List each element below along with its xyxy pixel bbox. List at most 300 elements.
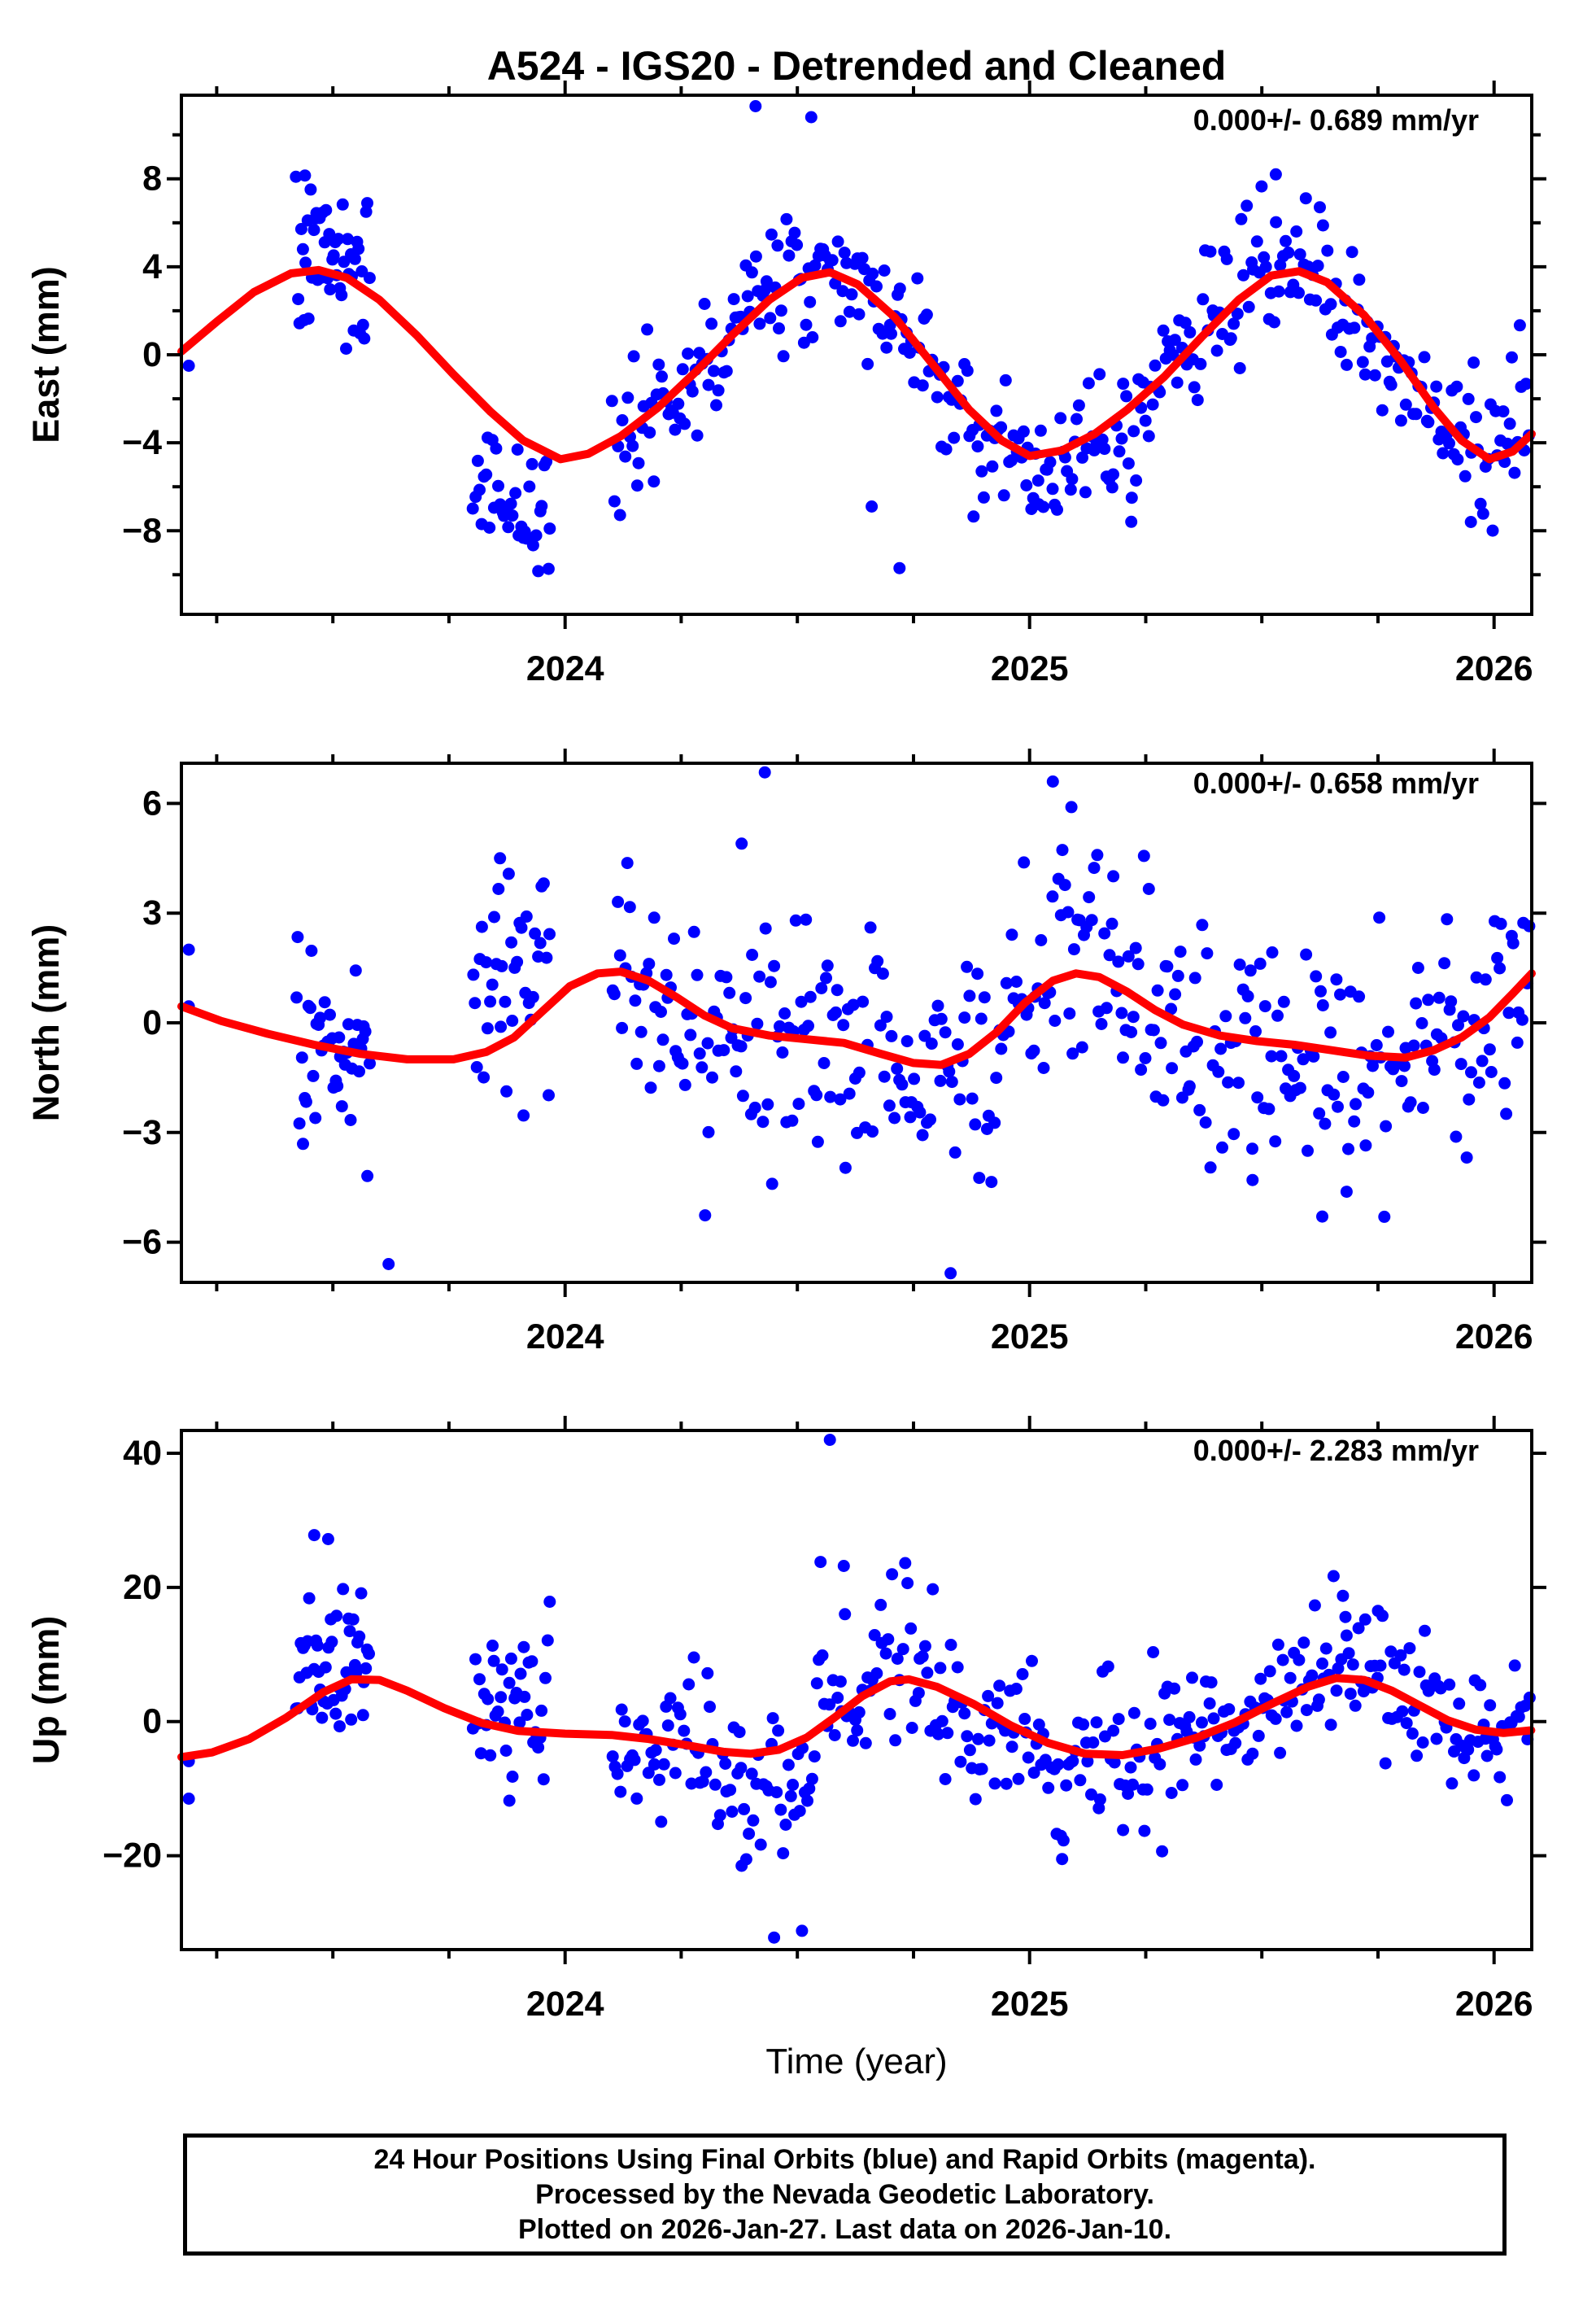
data-point <box>507 1771 519 1783</box>
data-point <box>505 1653 517 1665</box>
data-point <box>629 994 641 1007</box>
data-point <box>353 1631 365 1643</box>
data-point <box>1125 516 1137 528</box>
data-point <box>1176 1779 1188 1791</box>
east-frame <box>181 95 1532 614</box>
data-point <box>1270 216 1282 229</box>
notable-data-point <box>1246 1174 1258 1186</box>
data-point <box>1158 325 1170 337</box>
data-point <box>619 451 631 463</box>
data-point <box>652 359 665 371</box>
data-point <box>1194 358 1206 370</box>
data-point <box>511 956 523 968</box>
data-point <box>1417 1736 1429 1749</box>
data-point <box>839 1162 852 1174</box>
data-point <box>492 883 504 895</box>
data-point <box>964 1744 976 1756</box>
data-point <box>1474 1679 1486 1691</box>
data-point <box>889 1734 901 1746</box>
data-point <box>1511 1037 1524 1049</box>
data-point <box>1223 1703 1235 1715</box>
data-point <box>1267 946 1279 959</box>
data-point <box>1106 918 1119 930</box>
data-point <box>312 1640 324 1652</box>
data-point <box>658 1758 670 1771</box>
data-point <box>290 991 303 1003</box>
data-point <box>320 204 332 216</box>
data-point <box>521 911 533 923</box>
data-point <box>486 1640 499 1652</box>
data-point <box>352 242 364 255</box>
data-point <box>1211 345 1223 357</box>
data-point <box>917 379 929 391</box>
data-point <box>976 1763 988 1775</box>
data-point <box>1373 911 1385 924</box>
data-point <box>1396 1705 1408 1718</box>
data-point <box>495 1020 507 1033</box>
data-point <box>990 404 1002 417</box>
data-point <box>894 282 906 295</box>
data-point <box>870 281 883 293</box>
data-point <box>1431 1733 1443 1745</box>
data-point <box>973 1172 985 1184</box>
data-point <box>1054 412 1066 424</box>
data-point <box>335 289 347 301</box>
data-point <box>721 365 733 378</box>
data-point <box>753 971 765 983</box>
data-point <box>737 1090 749 1102</box>
data-point <box>924 1113 936 1125</box>
x-tick-label: 2025 <box>990 1317 1069 1356</box>
data-point <box>309 1112 321 1125</box>
data-point <box>998 489 1010 501</box>
data-point <box>817 1649 829 1662</box>
data-point <box>1101 1002 1113 1014</box>
data-point <box>1071 413 1083 426</box>
data-point <box>971 967 983 980</box>
data-point <box>1113 1713 1125 1725</box>
data-point <box>1484 1699 1496 1711</box>
data-point <box>509 487 521 500</box>
data-point <box>1316 1657 1328 1670</box>
data-point <box>360 1662 372 1675</box>
data-point <box>1210 1779 1223 1791</box>
data-point <box>1086 914 1098 926</box>
data-point <box>621 391 634 404</box>
caption-line-processed: Processed by the Nevada Geodetic Laboratory. <box>535 2178 1154 2210</box>
data-point <box>608 496 621 508</box>
data-point <box>853 1067 866 1079</box>
data-point <box>921 1666 933 1679</box>
notable-data-point <box>1316 1211 1328 1223</box>
data-point <box>1235 213 1247 225</box>
data-point <box>963 989 975 1002</box>
data-point <box>1509 1659 1521 1671</box>
data-point <box>1410 408 1422 420</box>
data-point <box>1083 378 1095 390</box>
data-point <box>1282 247 1294 259</box>
data-point <box>1313 1693 1325 1705</box>
data-point <box>888 1112 900 1125</box>
data-point <box>1234 362 1246 374</box>
data-point <box>1010 1683 1023 1695</box>
data-point <box>1523 920 1535 932</box>
data-point <box>1020 479 1032 491</box>
data-point <box>1269 1135 1281 1147</box>
data-point <box>806 1773 818 1785</box>
data-point <box>1117 378 1129 390</box>
notable-data-point <box>1465 516 1477 528</box>
y-tick-label: 8 <box>142 159 162 199</box>
data-point <box>1341 1630 1353 1642</box>
data-point <box>851 1724 863 1736</box>
data-point <box>1341 1186 1353 1198</box>
data-point <box>1310 295 1322 307</box>
data-point <box>1490 1744 1502 1756</box>
data-point <box>1017 1668 1029 1680</box>
data-point <box>1013 1773 1025 1785</box>
data-point <box>989 1777 1001 1789</box>
data-point <box>1088 862 1101 874</box>
data-point <box>473 484 486 496</box>
data-point <box>1453 1697 1465 1710</box>
data-point <box>543 928 556 941</box>
data-point <box>1190 1754 1202 1766</box>
data-point <box>469 997 481 1009</box>
north-panel <box>25 749 1546 1356</box>
data-point <box>467 503 479 515</box>
data-point <box>1477 508 1489 520</box>
data-point <box>1005 928 1018 941</box>
notable-data-point <box>944 1267 957 1279</box>
data-point <box>1405 1096 1417 1108</box>
data-point <box>839 247 851 259</box>
data-point <box>750 251 762 263</box>
data-point <box>1487 525 1499 537</box>
data-point <box>1353 273 1365 286</box>
data-point <box>1382 1026 1394 1038</box>
data-point <box>1398 1664 1411 1676</box>
data-point <box>661 969 673 981</box>
notable-data-point <box>322 1533 334 1545</box>
data-point <box>946 1076 958 1088</box>
data-point <box>1337 1071 1350 1083</box>
data-point <box>1093 368 1105 380</box>
data-point <box>364 272 376 284</box>
data-point <box>316 1712 328 1724</box>
data-point <box>1077 1719 1089 1731</box>
data-point <box>500 1745 512 1757</box>
data-point <box>1028 1045 1040 1057</box>
data-point <box>361 197 373 209</box>
data-point <box>1498 1077 1511 1090</box>
data-point <box>1476 1055 1489 1067</box>
data-point <box>880 342 892 354</box>
data-point <box>1062 906 1075 919</box>
data-point <box>874 1599 887 1611</box>
data-point <box>1301 1704 1313 1716</box>
data-point <box>650 1744 662 1756</box>
data-point <box>515 1668 527 1680</box>
data-point <box>1046 890 1058 902</box>
data-point <box>884 1708 896 1720</box>
data-point <box>1403 1642 1415 1654</box>
data-point <box>1328 1570 1340 1583</box>
data-point <box>305 945 317 957</box>
data-point <box>935 1075 947 1087</box>
data-point <box>1272 1639 1284 1651</box>
notable-data-point <box>749 100 761 112</box>
data-point <box>1035 934 1047 946</box>
data-point <box>643 426 656 439</box>
data-point <box>484 1749 496 1762</box>
data-point <box>1438 957 1450 969</box>
data-point <box>1274 1747 1286 1759</box>
data-point <box>1271 1010 1284 1022</box>
east-panel-marks <box>122 81 1546 688</box>
data-point <box>1300 949 1312 961</box>
data-point <box>480 956 492 968</box>
data-point <box>983 1735 996 1747</box>
data-point <box>1169 989 1181 1001</box>
data-point <box>1094 1793 1106 1806</box>
data-point <box>523 481 535 493</box>
north-scatter-points <box>183 766 1536 1280</box>
data-point <box>1184 326 1196 338</box>
data-point <box>993 1679 1005 1692</box>
data-point <box>785 1790 797 1802</box>
data-point <box>701 1667 713 1679</box>
data-point <box>1350 1098 1362 1110</box>
y-tick-label: −3 <box>121 1112 162 1152</box>
data-point <box>783 1759 795 1771</box>
data-point <box>699 298 711 310</box>
notable-data-point <box>494 852 506 864</box>
data-point <box>914 1107 926 1119</box>
data-point <box>1441 913 1453 925</box>
data-point <box>1516 1014 1528 1026</box>
notable-data-point <box>504 1795 516 1807</box>
data-point <box>1396 1075 1408 1087</box>
data-point <box>844 1088 856 1100</box>
data-point <box>1032 474 1044 487</box>
data-point <box>1201 947 1213 959</box>
data-point <box>706 1072 718 1084</box>
data-point <box>668 932 680 945</box>
x-tick-label: 2026 <box>1454 1985 1533 2024</box>
north-frame <box>181 763 1532 1282</box>
data-point <box>1102 1661 1114 1673</box>
data-point <box>1467 1769 1480 1781</box>
data-point <box>1091 1716 1103 1728</box>
data-point <box>972 1733 984 1745</box>
data-point <box>901 1035 914 1047</box>
data-point <box>1273 286 1285 298</box>
data-point <box>986 461 998 473</box>
data-point <box>1138 849 1150 862</box>
data-point <box>1148 1024 1160 1037</box>
data-point <box>1189 972 1201 984</box>
data-point <box>805 991 817 1003</box>
data-point <box>1317 999 1329 1011</box>
data-point <box>1324 1026 1337 1038</box>
data-point <box>1369 369 1381 382</box>
data-point <box>345 1714 357 1726</box>
y-tick-label: −4 <box>121 423 162 463</box>
data-point <box>504 1677 516 1689</box>
data-point <box>1401 1717 1413 1729</box>
data-point <box>1380 1758 1392 1770</box>
data-point <box>521 1709 533 1721</box>
data-point <box>1506 352 1518 364</box>
data-point <box>645 1081 657 1094</box>
data-point <box>749 1102 761 1114</box>
data-point <box>1306 1670 1318 1682</box>
time-axis-title: Time (year) <box>765 2042 948 2081</box>
data-point <box>616 1704 628 1716</box>
data-point <box>967 510 979 522</box>
data-point <box>1504 417 1516 430</box>
data-point <box>538 1773 550 1785</box>
data-point <box>1315 985 1327 998</box>
data-point <box>1166 1787 1178 1799</box>
data-point <box>482 1693 494 1705</box>
data-point <box>467 968 479 980</box>
data-point <box>857 252 869 264</box>
data-point <box>953 1094 966 1106</box>
data-point <box>291 931 303 943</box>
y-tick-label: 0 <box>142 335 162 374</box>
data-point <box>616 1022 628 1034</box>
data-point <box>1216 1142 1228 1154</box>
data-point <box>919 1640 931 1653</box>
data-point <box>1196 1716 1208 1728</box>
data-point <box>635 1026 648 1038</box>
data-point <box>1193 1104 1206 1116</box>
data-point <box>1023 1752 1035 1764</box>
data-point <box>629 1754 641 1766</box>
data-point <box>1293 286 1305 299</box>
x-tick-label: 2025 <box>990 1985 1069 2024</box>
data-point <box>1341 359 1353 371</box>
data-point <box>941 1727 953 1739</box>
data-point <box>1141 1784 1153 1796</box>
data-point <box>1309 1600 1321 1612</box>
data-point <box>1465 1066 1477 1078</box>
data-point <box>1325 1719 1337 1731</box>
data-point <box>1073 400 1085 412</box>
north-rate-annotation: 0.000+/- 0.658 mm/yr <box>1193 766 1479 800</box>
data-point <box>606 395 618 407</box>
notable-data-point <box>796 1924 808 1937</box>
data-point <box>1130 474 1142 487</box>
data-point <box>768 960 780 972</box>
notable-data-point <box>759 766 771 779</box>
notable-data-point <box>299 169 311 181</box>
notable-data-point <box>183 360 195 372</box>
data-point <box>1312 260 1324 272</box>
data-point <box>975 465 988 478</box>
notable-data-point <box>308 1529 321 1541</box>
data-point <box>1239 1012 1251 1024</box>
data-point <box>1171 377 1184 389</box>
data-point <box>1117 1051 1129 1063</box>
data-point <box>820 972 832 984</box>
data-point <box>1147 1646 1159 1658</box>
data-point <box>1293 1654 1305 1666</box>
data-point <box>308 224 321 236</box>
data-point <box>1128 1707 1140 1719</box>
data-point <box>949 1146 962 1159</box>
notable-data-point <box>1270 168 1282 181</box>
data-point <box>1098 928 1110 940</box>
data-point <box>1206 1676 1218 1688</box>
data-point <box>684 1029 696 1041</box>
data-point <box>517 1109 530 1121</box>
data-point <box>809 1750 821 1762</box>
data-point <box>826 254 839 266</box>
data-point <box>1184 1081 1196 1093</box>
data-point <box>1241 199 1253 212</box>
data-point <box>1330 973 1342 985</box>
data-point <box>633 457 645 469</box>
data-point <box>774 1804 787 1816</box>
data-point <box>1251 1091 1263 1103</box>
data-point <box>1414 1666 1426 1678</box>
y-tick-label: 40 <box>123 1434 162 1473</box>
data-point <box>829 1729 841 1741</box>
data-point <box>770 1786 783 1798</box>
x-tick-label: 2024 <box>525 649 604 688</box>
data-point <box>885 1030 897 1042</box>
data-point <box>830 1007 842 1019</box>
data-point <box>818 1057 831 1069</box>
data-point <box>653 1060 665 1072</box>
data-point <box>865 921 877 933</box>
data-point <box>883 1099 896 1112</box>
data-point <box>747 1815 759 1827</box>
data-point <box>1059 879 1071 891</box>
data-point <box>861 358 874 370</box>
data-point <box>899 1557 911 1570</box>
data-point <box>483 522 495 534</box>
data-point <box>1107 1725 1119 1737</box>
data-point <box>792 1098 805 1110</box>
data-point <box>1459 470 1472 483</box>
data-point <box>1411 1749 1423 1762</box>
data-point <box>726 1806 738 1818</box>
data-point <box>358 333 370 345</box>
data-point <box>896 1078 908 1090</box>
data-point <box>525 1655 538 1667</box>
data-point <box>771 239 783 251</box>
data-point <box>657 1033 669 1046</box>
data-point <box>696 1061 708 1073</box>
data-point <box>1491 952 1503 964</box>
data-point <box>1484 1043 1496 1055</box>
data-point <box>1057 1834 1070 1846</box>
x-tick-label: 2025 <box>990 649 1069 688</box>
data-point <box>340 343 352 355</box>
data-point <box>743 1828 755 1840</box>
notable-data-point <box>183 944 195 956</box>
data-point <box>879 264 891 277</box>
data-point <box>975 1013 988 1025</box>
data-point <box>1410 998 1422 1010</box>
data-point <box>1076 1042 1088 1054</box>
data-point <box>1450 1131 1462 1143</box>
data-point <box>822 959 834 972</box>
